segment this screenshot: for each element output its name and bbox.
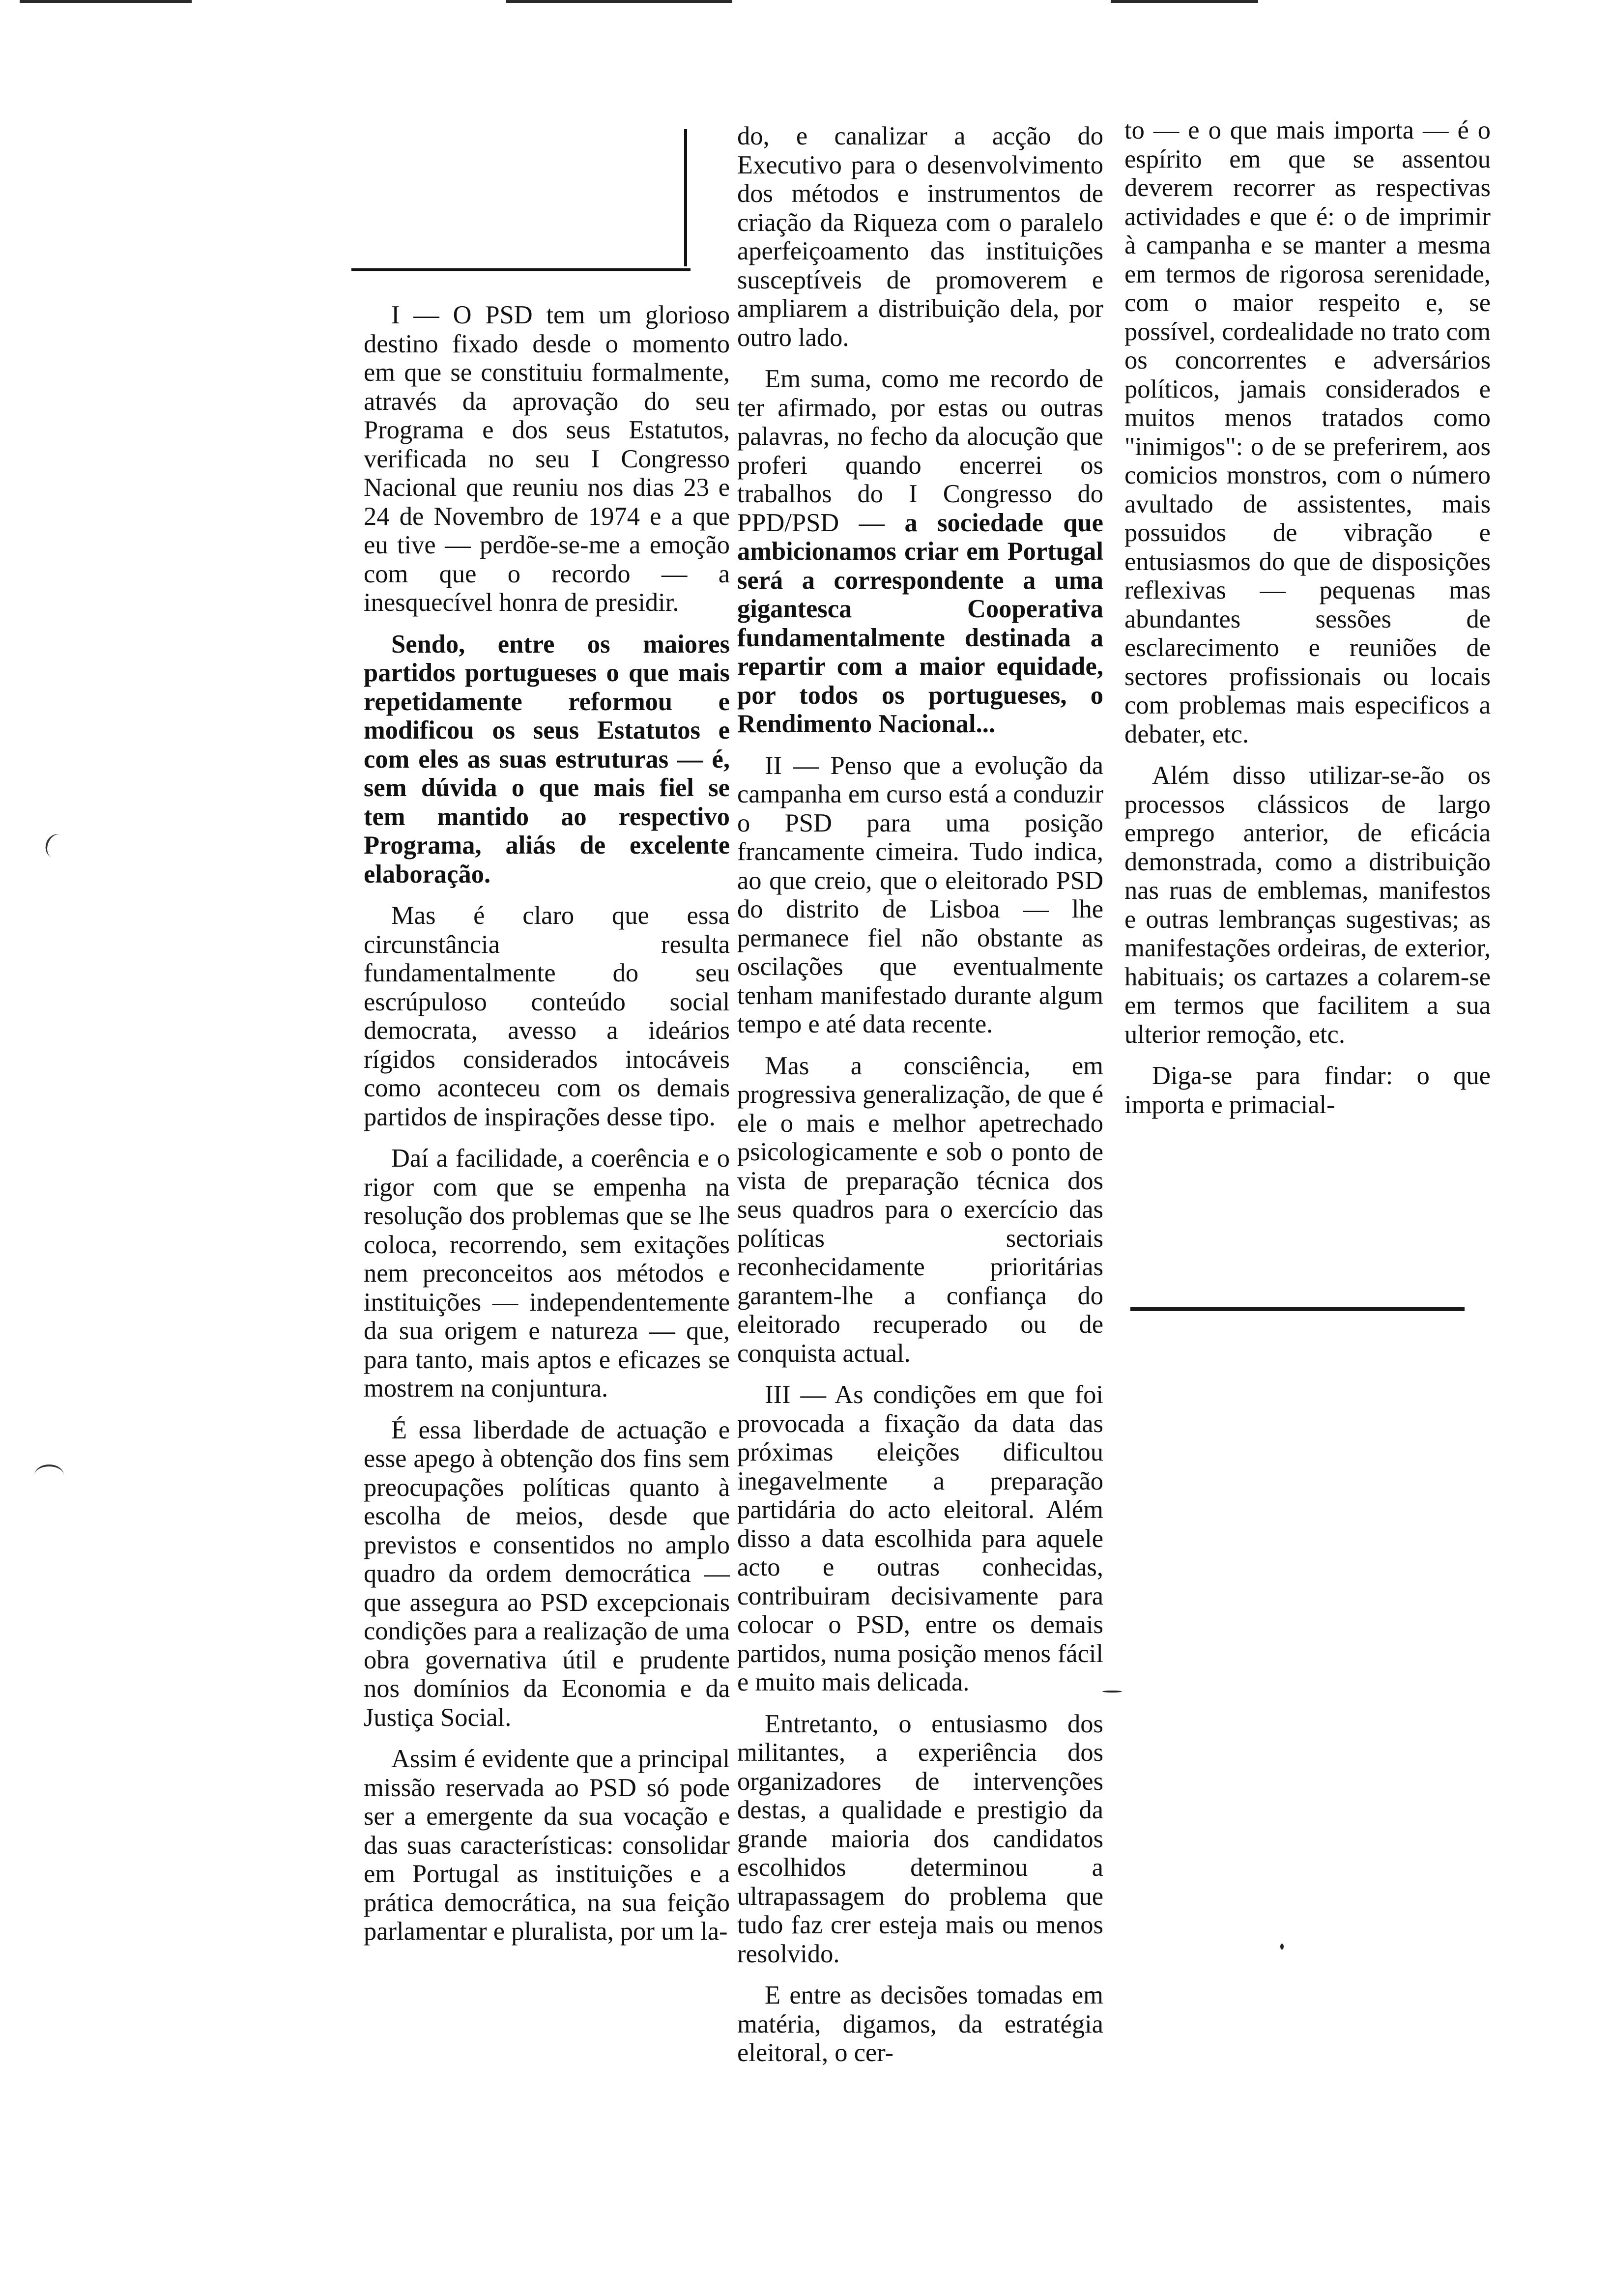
emphasized-quote: a sociedade que ambicionamos criar em Portugal será a correspondente a uma gigantesca Cooperativa fundamentalmente destinada a repartir com a maior equidade, por todos os portugueses, o Rendimento Nacional... [737, 508, 1103, 738]
scan-speck [1102, 1691, 1122, 1693]
paragraph: Diga-se para findar: o que importa e primacial- [1124, 1062, 1491, 1119]
scan-mark-left-2 [34, 1464, 64, 1486]
paragraph: Entretanto, o entusiasmo dos militantes, a experiência dos organizadores de intervenções destas, a qualidade e prestigio da grande maioria dos candidatos escolhidos determinou a ultrapassagem do problema que tudo faz crer esteja mais ou menos resolvido. [737, 1709, 1103, 1968]
article-column-2 [737, 122, 1103, 2080]
paragraph: do, e canalizar a acção do Executivo para o desenvolvimento dos métodos e instrumentos de criação da Riqueza com o paralelo aperfeiçoamento das instituições susceptíveis de promoverem e ampliarem a distribuição dela, por outro lado. [737, 122, 1103, 352]
paragraph: Assim é evidente que a principal missão reservada ao PSD só pode ser a emergente da sua vocação e das suas características: consolidar em Portugal as instituições e a prática democrática, na sua feição parlamentar e pluralista, por um la- [364, 1745, 730, 1946]
corner-bracket-base [351, 268, 691, 271]
paragraph: III — As condições em que foi provocada a fixação da data das próximas eleições dificultou inegavelmente a preparação partidária do acto eleitoral. Além disso a data escolhida para aquele acto e outras conhecidas, contribuiram decisivamente para colocar o PSD, entre os demais partidos, numa posição menos fácil e muito mais delicada. [737, 1380, 1103, 1696]
paragraph: Mas é claro que essa circunstância resulta fundamentalmente do seu escrúpuloso conteúdo social democrata, avesso a ideários rígidos considerados intocáveis como aconteceu com os demais partidos de inspirações desse tipo. [364, 901, 730, 1131]
article-column-1 [364, 301, 730, 1959]
corner-bracket-mark [684, 129, 687, 266]
paragraph: Sendo, entre os maiores partidos portugueses o que mais repetidamente reformou e modificou os seus Estatutos e com eles as suas estruturas — é, sem dúvida o que mais fiel se tem mantido ao respectivo Programa, aliás de excelente elaboração. [364, 630, 730, 889]
article-column-3 [1124, 116, 1491, 1132]
paragraph: Além disso utilizar-se-ão os processos clássicos de largo emprego anterior, de eficácia demonstrada, como a distribuição nas ruas de emblemas, manifestos e outras lembranças sugestivas; as manifestações ordeiras, de exterior, habituais; os cartazes a colarem-se em termos que facilitem a sua ulterior remoção, etc. [1124, 761, 1491, 1049]
paragraph [737, 365, 1103, 739]
paragraph: Mas a consciência, em progressiva generalização, de que é ele o mais e melhor apetrechado psicologicamente e sob o ponto de vista de preparação técnica dos seus quadros para o exercício das políticas sectoriais reconhecidamente prioritárias garantem-lhe a confiança do eleitorado recuperado ou de conquista actual. [737, 1051, 1103, 1368]
scan-mark-left-1 [42, 831, 71, 861]
scan-speck [1280, 1944, 1284, 1950]
paragraph: to — e o que mais importa — é o espírito em que se assentou deverem recorrer as respectivas actividades e que é: o de imprimir à campanha e se manter a mesma em termos de rigorosa serenidade, com o maior respeito e, se possível, cordealidade no trato com os concorrentes e adversários políticos, jamais considerados e muitos menos tratados como "inimigos": o de se preferirem, aos comicios monstros, com o número avultado de assistentes, mais possuidos de vibração e entusiasmos do que de disposições reflexivas — pequenas mas abundantes sessões de esclarecimento e reuniões de sectores profissionais ou locais com problemas mais especificos a debater, etc. [1124, 116, 1491, 748]
paragraph: II — Penso que a evolução da campanha em curso está a conduzir o PSD para uma posição francamente cimeira. Tudo indica, ao que creio, que o eleitorado PSD do distrito de Lisboa — lhe permanece fiel não obstante as oscilações que eventualmente tenham manifestado durante algum tempo e até data recente. [737, 751, 1103, 1038]
paragraph: I — O PSD tem um glorioso destino fixado desde o momento em que se constituiu formalmente, através da aprovação do seu Programa e dos seus Estatutos, verificada no seu I Congresso Nacional que reuniu nos dias 23 e 24 de Novembro de 1974 e a que eu tive — perdõe-se-me a emoção com que o recordo — a inesquecível honra de presidir. [364, 301, 730, 617]
top-border-rule-center [506, 0, 732, 3]
paragraph-text: Em suma, como me recordo de ter afirmado, por estas ou outras palavras, no fecho da alocução que proferi quando encerrei os trabalhos do I Congresso do PPD/PSD — [737, 365, 1103, 537]
paragraph: Daí a facilidade, a coerência e o rigor com que se empenha na resolução dos problemas que se lhe coloca, recorrendo, sem exitações nem preconceitos aos métodos e instituições — independentemente da sua origem e natureza — que, para tanto, mais aptos e eficazes se mostrem na conjuntura. [364, 1144, 730, 1403]
paragraph: E entre as decisões tomadas em matéria, digamos, da estratégia eleitoral, o cer- [737, 1981, 1103, 2067]
paragraph: É essa liberdade de actuação e esse apego à obtenção dos fins sem preocupações políticas quanto à escolha de meios, desde que previstos e consentidos no amplo quadro da ordem democrática — que assegura ao PSD excepcionais condições para a realização de uma obra governativa útil e prudente nos domínios da Economia e da Justiça Social. [364, 1415, 730, 1732]
top-border-rule-right [1111, 0, 1258, 3]
end-of-text-rule [1130, 1307, 1465, 1311]
top-border-rule-left [20, 0, 192, 3]
